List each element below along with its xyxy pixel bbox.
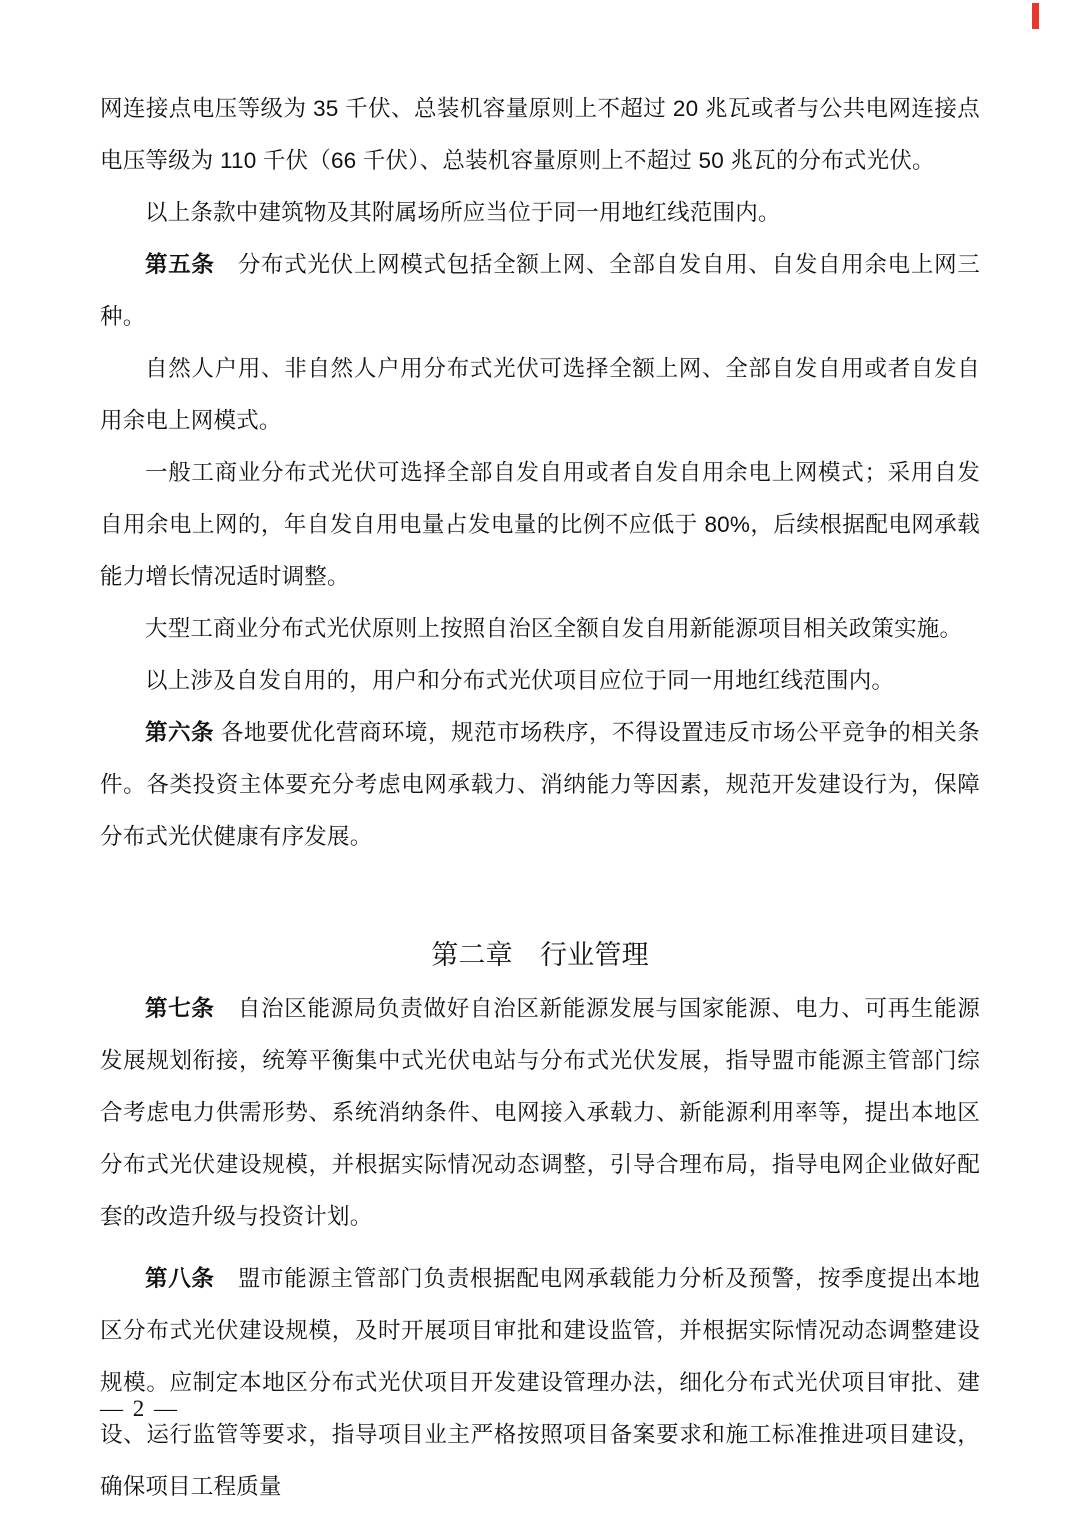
paragraph-article-6 (100, 707, 980, 863)
article-8-label: 第八条 (145, 1266, 215, 1291)
article-7-label: 第七条 (145, 996, 215, 1021)
paragraph-article-5 (100, 239, 980, 343)
paragraph: 大型工商业分布式光伏原则上按照自治区全额自发自用新能源项目相关政策实施。 (145, 616, 963, 641)
article-8-text: 盟市能源主管部门负责根据配电网承载能力分析及预警，按季度提出本地区分布式光伏建设规模，及时开展项目审批和建设监管，并根据实际情况动态调整建设规模。应制定本地区分布式光伏项目开发建设管理办法，细化分布式光伏项目审批、建设、运行监管等要求，指导项目业主严格按照项目备案要求和施工标准推进项目建设，确保项目工程质量 (100, 1266, 980, 1499)
paragraph: 以上条款中建筑物及其附属场所应当位于同一用地红线范围内。 (145, 200, 781, 225)
article-7-text: 自治区能源局负责做好自治区新能源发展与国家能源、电力、可再生能源发展规划衔接，统筹平衡集中式光伏电站与分布式光伏发展，指导盟市能源主管部门综合考虑电力供需形势、系统消纳条件、电网接入承载力、新能源利用率等，提出本地区分布式光伏建设规模，并根据实际情况动态调整，引导合理布局，指导电网企业做好配套的改造升级与投资计划。 (100, 996, 980, 1229)
paragraph: 以上涉及自发自用的，用户和分布式光伏项目应位于同一用地红线范围内。 (145, 668, 895, 693)
chapter-heading: 第二章 行业管理 (431, 940, 649, 970)
article-5-text: 分布式光伏上网模式包括全额上网、全部自发自用、自发自用余电上网三种。 (100, 252, 980, 329)
page-number: — 2 — (100, 1396, 179, 1421)
red-corner-mark (1032, 3, 1039, 29)
paragraph-continued: 网连接点电压等级为 35 千伏、总装机容量原则上不超过 20 兆瓦或者与公共电网连接点电压等级为 110 千伏（66 千伏）、总装机容量原则上不超过 50 兆瓦的分布式光伏。 (100, 96, 980, 173)
paragraph: 一般工商业分布式光伏可选择全部自发自用或者自发自用余电上网模式；采用自发自用余电上网的，年自发自用电量占发电量的比例不应低于 80%，后续根据配电网承载能力增长情况适时调整。 (100, 460, 980, 589)
paragraph-article-8 (100, 1253, 980, 1513)
article-6-label: 第六条 (145, 720, 215, 745)
paragraph-article-7 (100, 983, 980, 1243)
paragraph: 自然人户用、非自然人户用分布式光伏可选择全额上网、全部自发自用或者自发自用余电上网模式。 (100, 356, 980, 433)
article-5-label: 第五条 (145, 252, 215, 277)
article-6-text: 各地要优化营商环境，规范市场秩序，不得设置违反市场公平竞争的相关条件。各类投资主体要充分考虑电网承载力、消纳能力等因素，规范开发建设行为，保障分布式光伏健康有序发展。 (100, 720, 980, 849)
document-body (100, 0, 980, 1513)
